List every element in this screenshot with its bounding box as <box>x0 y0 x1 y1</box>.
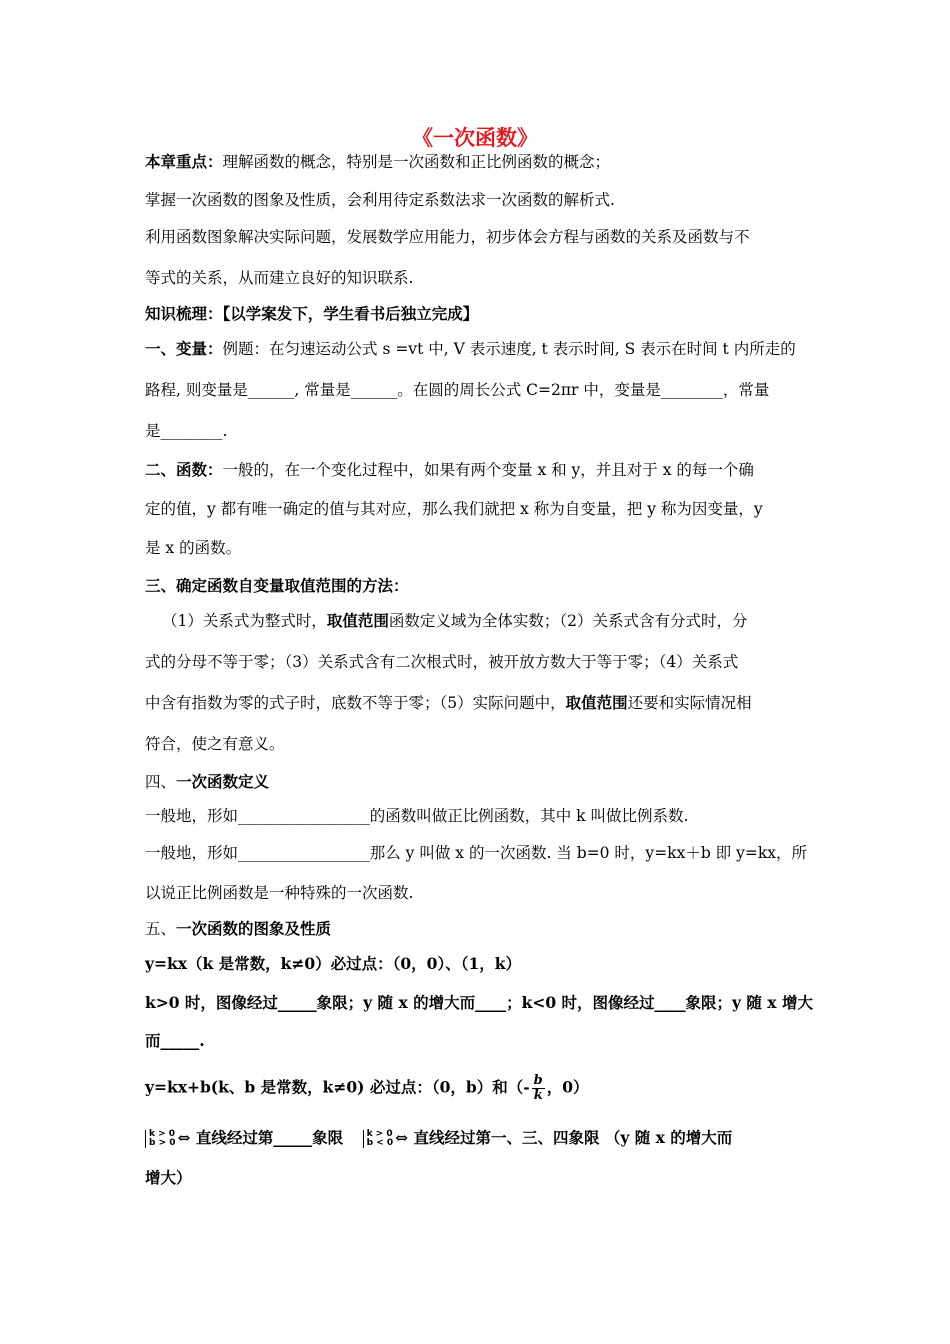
section5-line-3: 而_____. <box>145 1031 205 1050</box>
section2-line-3: 是 x 的函数。 <box>145 539 242 557</box>
intro-line-2: 掌握一次函数的图象及性质，会利用待定系数法求一次函数的解析式. <box>145 191 615 209</box>
review-line: 知识梳理：【以学案发下，学生看书后独立完成】 <box>145 304 479 323</box>
section1-line-3: 是________. <box>145 422 228 440</box>
section4-line-1: 一般地，形如_________________的函数叫做正比例函数，其中 k 叫做比例系数. <box>145 807 689 825</box>
section2-line-1: 二、函数：一般的，在一个变化过程中，如果有两个变量 x 和 y，并且对于 x 的每一个确 <box>145 460 754 479</box>
intro-line-3: 利用函数图象解决实际问题，发展数学应用能力，初步体会方程与函数的关系及函数与不 <box>145 228 750 246</box>
condition-brace-1: k > 0 b > 0 <box>145 1130 176 1148</box>
condition-brace-2: k > 0 b < 0 <box>363 1130 394 1148</box>
section5-line-5: k > 0 b > 0 ⇔ 直线经过第_____象限 k > 0 b < 0 ⇔ 直线经过第一、三、四象限 （y 随 x 的增大而 <box>145 1128 732 1148</box>
section5-line-6: 增大） <box>145 1168 192 1187</box>
section5-line-1: y=kx（k 是常数，k≠0）必过点：（0，0）、（1，k） <box>145 954 521 973</box>
intro-line-1: 本章重点：理解函数的概念，特别是一次函数和正比例函数的概念； <box>145 152 611 171</box>
section3-heading: 三、确定函数自变量取值范围的方法： <box>145 576 409 595</box>
section1-line-1: 一、变量：例题：在匀速运动公式 s =vt 中, V 表示速度, t 表示时间, S 表示在时间 t 内所走的 <box>145 339 796 358</box>
intro-line-4: 等式的关系，从而建立良好的知识联系. <box>145 269 414 287</box>
section3-line-2: 式的分母不等于零；（3）关系式含有二次根式时，被开放方数大于等于零；（4）关系式 <box>145 653 739 671</box>
section4-heading: 四、一次函数定义 <box>145 772 270 791</box>
section3-line-3: 中含有指数为零的式子时，底数不等于零；（5）实际问题中，取值范围还要和实际情况相 <box>145 693 752 712</box>
section3-line-1: （1）关系式为整式时，取值范围函数定义域为全体实数；（2）关系式含有分式时，分 <box>162 611 748 630</box>
section5-line-4: y=kx+b(k、b 是常数，k≠0) 必过点：（0，b）和（- $\frac{b}{k}$ ，0） <box>145 1073 589 1103</box>
section2-line-2: 定的值，y 都有唯一确定的值与其对应，那么我们就把 x 称为自变量，把 y 称为因变量，y <box>145 500 763 518</box>
section1-line-2: 路程, 则变量是______, 常量是______。在圆的周长公式 C=2πr 中，变量是________，常量 <box>145 381 770 399</box>
document-title: 《一次函数》 <box>412 125 538 150</box>
fraction-b-over-k: $\frac{b}{k}$ <box>533 1073 543 1103</box>
section5-line-2: k>0 时，图像经过_____象限；y 随 x 的增大而____；k<0 时，图像经过____象限；y 随 x 增大 <box>145 993 813 1012</box>
section3-line-4: 符合，使之有意义。 <box>145 735 285 753</box>
section4-line-3: 以说正比例函数是一种特殊的一次函数. <box>145 884 414 902</box>
section5-heading: 五、一次函数的图象及性质 <box>145 919 332 938</box>
section4-line-2: 一般地，形如_________________那么 y 叫做 x 的一次函数. 当 b=0 时，y=kx＋b 即 y=kx，所 <box>145 844 807 862</box>
